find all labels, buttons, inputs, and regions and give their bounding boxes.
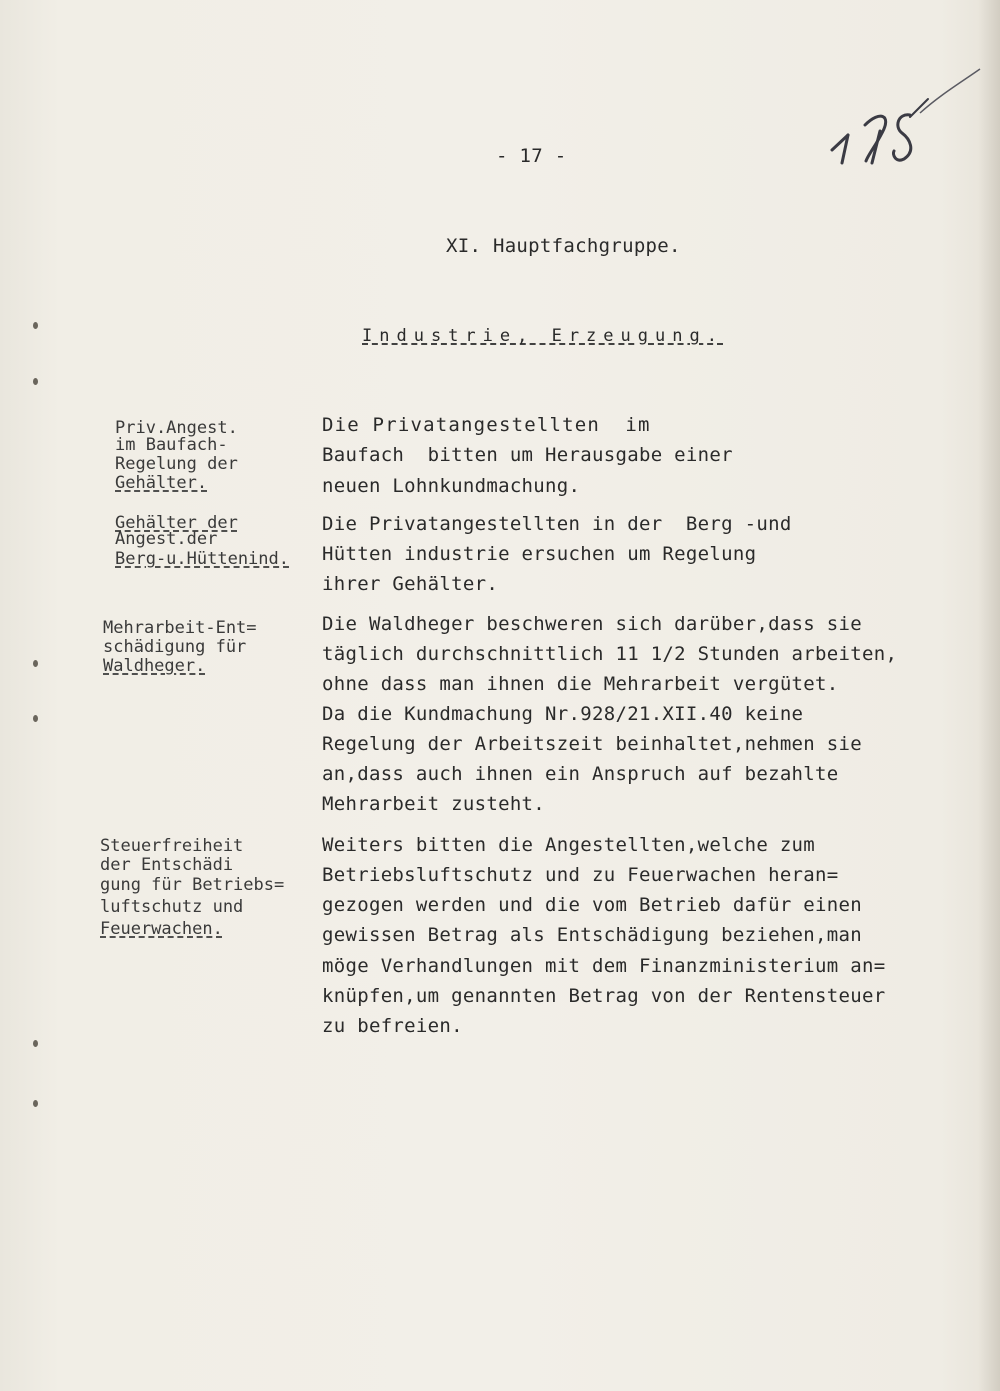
punch-mark	[33, 1040, 38, 1047]
body-line: Baufach bitten um Herausgabe einer	[322, 444, 733, 466]
page-edge-shadow	[978, 0, 1000, 1391]
margin-note-line: gung für Betriebs=	[100, 875, 285, 895]
body-line: Betriebsluftschutz und zu Feuerwachen heran=	[322, 864, 839, 886]
body-line: Mehrarbeit zusteht.	[322, 793, 546, 815]
punch-mark	[33, 715, 38, 722]
page-title: XI. Hauptfachgruppe.	[446, 235, 681, 257]
margin-note-line: Waldheger.	[103, 656, 206, 676]
body-line: ihrer Gehälter.	[322, 573, 499, 595]
punch-mark	[33, 1100, 38, 1107]
margin-note-line: Gehälter.	[115, 473, 208, 493]
margin-note-line: der Entschädi	[100, 855, 234, 875]
punch-mark	[33, 322, 38, 329]
body-line: Die Privatangestellten im	[322, 414, 651, 436]
margin-note-line: Feuerwachen.	[100, 919, 223, 939]
margin-note-line: Steuerfreiheit	[100, 836, 244, 856]
body-line: Regelung der Arbeitszeit beinhaltet,nehmen sie	[322, 733, 862, 755]
body-line: knüpfen,um genannten Betrag von der Rentensteuer	[322, 985, 886, 1007]
punch-mark	[33, 660, 38, 667]
margin-note-line: schädigung für	[103, 637, 247, 657]
section-subheading: Industrie, Erzeugung.	[362, 326, 724, 346]
body-line: an,dass auch ihnen ein Anspruch auf bezahlte	[322, 763, 839, 785]
margin-note-line: Priv.Angest.	[115, 418, 238, 438]
body-line: Die Waldheger beschweren sich darüber,dass sie	[322, 613, 862, 635]
body-line: Die Privatangestellten in der Berg -und	[322, 513, 792, 535]
margin-note-line: im Baufach-	[115, 435, 228, 455]
page-number: - 17 -	[496, 145, 567, 167]
body-line: zu befreien.	[322, 1015, 463, 1037]
body-line: gewissen Betrag als Entschädigung beziehen,man	[322, 924, 862, 946]
body-line: neuen Lohnkundmachung.	[322, 475, 581, 497]
body-line: möge Verhandlungen mit dem Finanzministerium an=	[322, 955, 886, 977]
margin-note-line: Angest.der	[115, 529, 218, 549]
punch-mark	[33, 378, 38, 385]
body-line: täglich durchschnittlich 11 1/2 Stunden arbeiten,	[322, 643, 898, 665]
margin-note-line: Gehälter der	[115, 513, 238, 533]
margin-note-line: Regelung der	[115, 454, 238, 474]
body-line: Weiters bitten die Angestellten,welche zum	[322, 834, 816, 856]
body-line: Da die Kundmachung Nr.928/21.XII.40 keine	[322, 703, 804, 725]
handwritten-folio-number	[820, 55, 990, 175]
body-line: Hütten industrie ersuchen um Regelung	[322, 543, 757, 565]
margin-note-line: luftschutz und	[100, 897, 244, 917]
margin-note-line: Mehrarbeit-Ent=	[103, 618, 257, 638]
body-line: ohne dass man ihnen die Mehrarbeit vergütet.	[322, 673, 839, 695]
body-line: gezogen werden und die vom Betrieb dafür einen	[322, 894, 862, 916]
margin-note-line: Berg-u.Hüttenind.	[115, 549, 289, 569]
